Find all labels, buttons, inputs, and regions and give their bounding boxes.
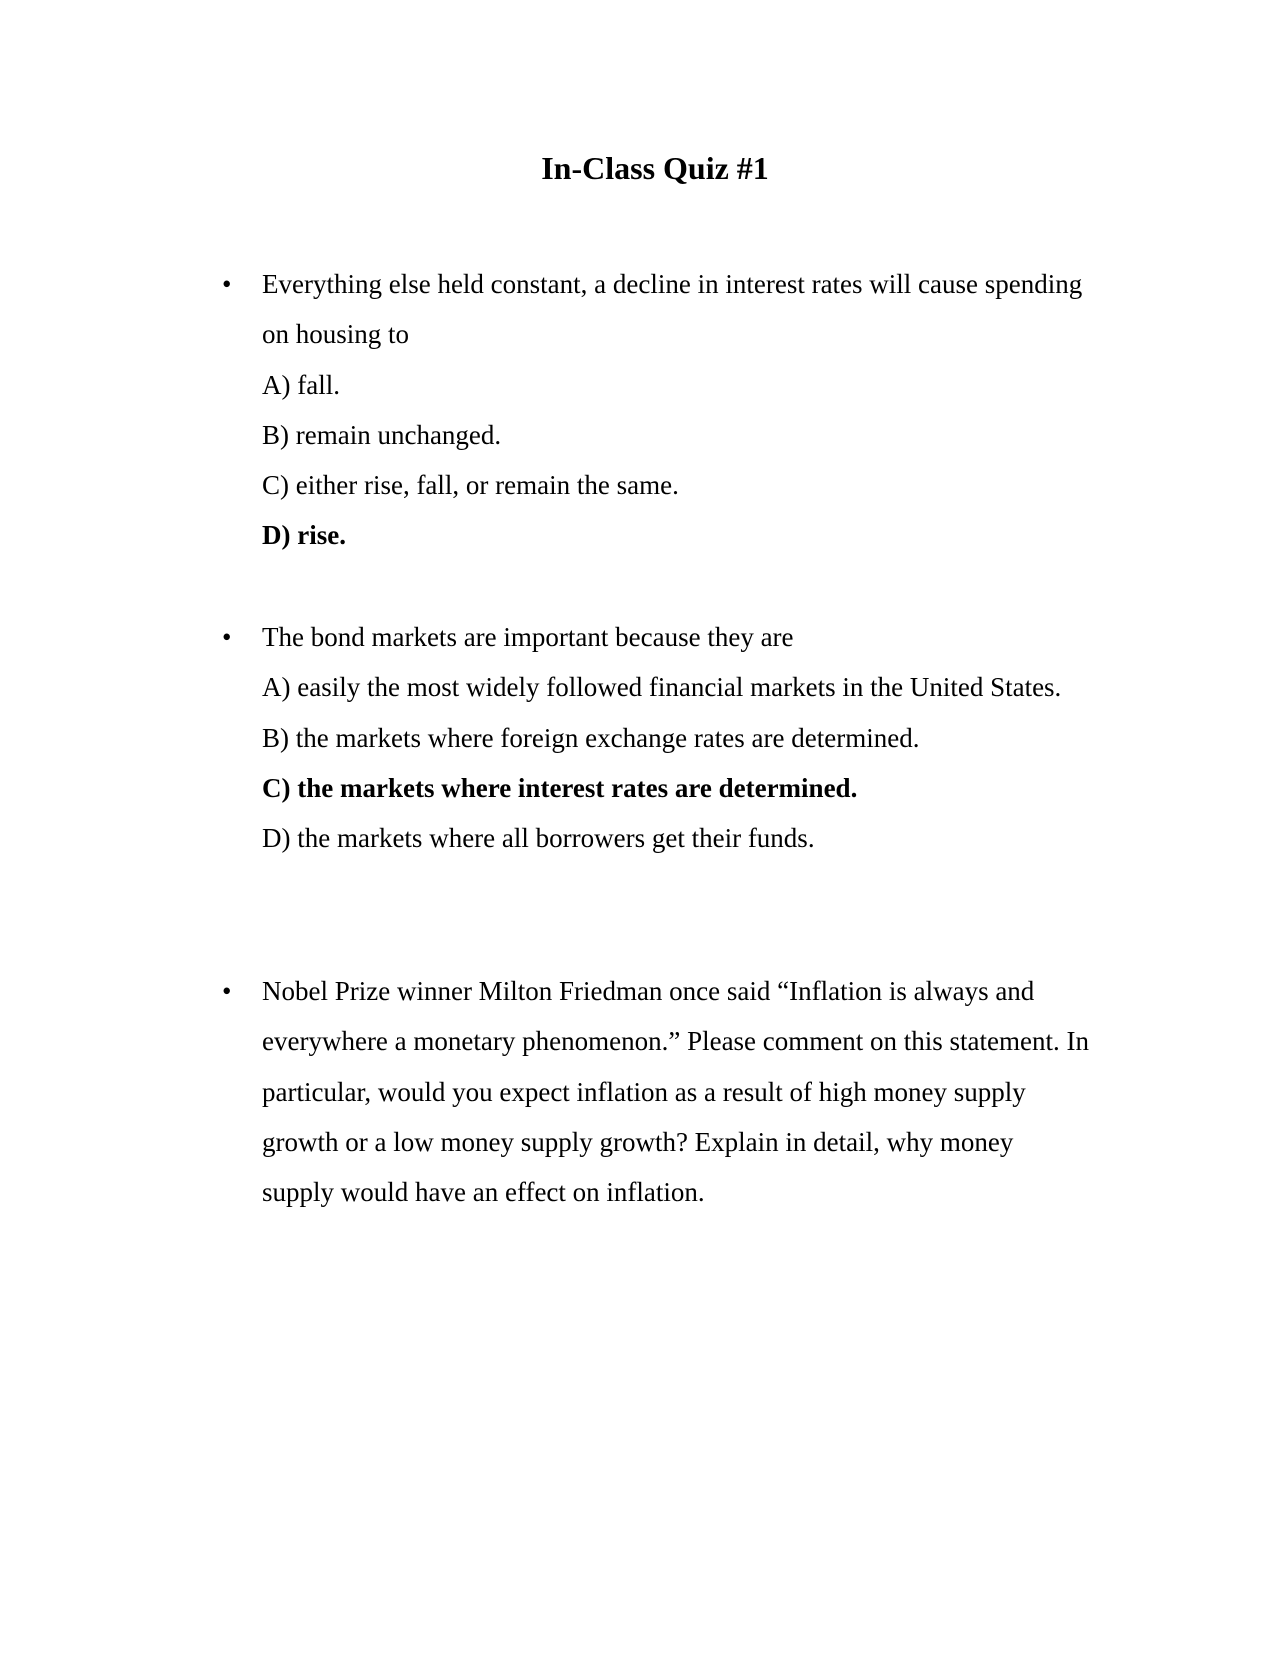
bullet-icon: •	[222, 976, 232, 1006]
bullet-icon: •	[222, 622, 232, 652]
bullet-icon: •	[222, 269, 232, 299]
question-1-option-c: C) either rise, fall, or remain the same.	[262, 470, 679, 501]
question-2-option-c-correct: C) the markets where interest rates are determined.	[262, 772, 858, 803]
question-2-body	[262, 612, 1092, 863]
page-title: In-Class Quiz #1	[541, 150, 769, 186]
question-1-prompt: Everything else held constant, a decline in interest rates will cause spending on housing to	[262, 269, 1083, 350]
question-3-prompt: Nobel Prize winner Milton Friedman once said “Inflation is always and everywhere a monetary phenomenon.” Please comment on this statement. In particular, would you expect inflation as a result of high money supply growth or a low money supply growth? Explain in detail, why money supply would have an effect on inflation.	[262, 976, 1089, 1208]
question-1-option-b: B) remain unchanged.	[262, 419, 502, 450]
question-2-option-a: A) easily the most widely followed financial markets in the United States.	[262, 672, 1062, 703]
question-1-option-a: A) fall.	[262, 369, 340, 400]
question-1-body	[262, 259, 1092, 561]
question-2-option-d: D) the markets where all borrowers get their funds.	[262, 823, 815, 854]
question-2-option-b: B) the markets where foreign exchange rates are determined.	[262, 722, 920, 753]
question-3-body	[262, 966, 1092, 1217]
question-2-prompt: The bond markets are important because they are	[262, 622, 794, 652]
question-1-option-d-correct: D) rise.	[262, 520, 346, 551]
